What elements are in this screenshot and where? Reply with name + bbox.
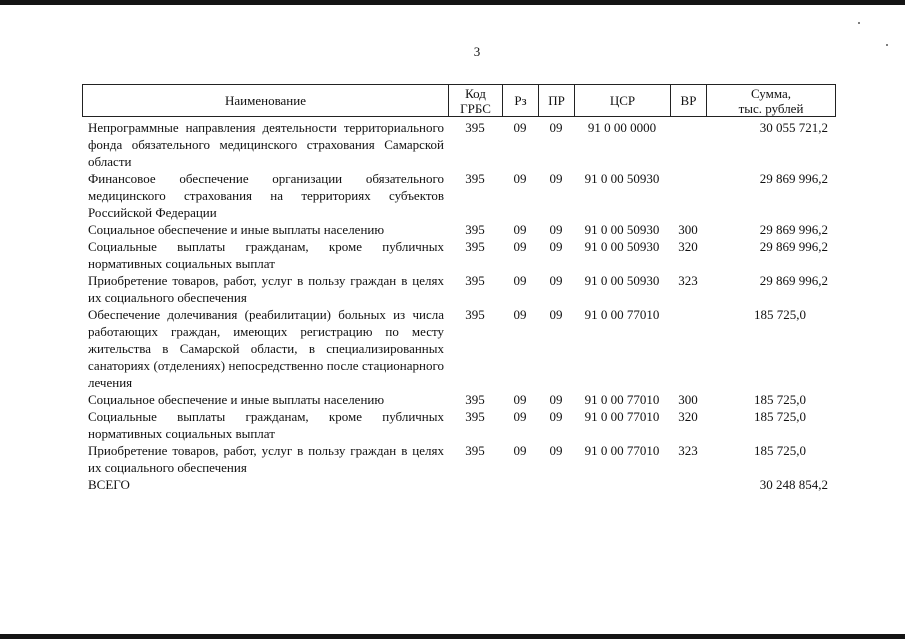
row-csr: 91 0 00 77010	[584, 409, 660, 424]
row-code: 395	[465, 443, 485, 458]
row-pr: 09	[549, 239, 563, 254]
header-sum-line1: Сумма,	[750, 85, 792, 101]
table-row	[82, 170, 836, 221]
table-body	[82, 117, 836, 493]
row-csr: 91 0 00 50930	[584, 171, 660, 186]
row-pr: 09	[549, 443, 563, 458]
row-vr: 323	[678, 273, 698, 288]
header-vr: ВР	[671, 85, 707, 116]
header-code	[449, 85, 503, 116]
table-row	[82, 306, 836, 391]
row-code: 395	[465, 392, 485, 407]
page-number: 3	[473, 44, 481, 59]
row-pr: 09	[549, 120, 563, 135]
row-vr	[670, 170, 706, 221]
table-row	[82, 238, 836, 272]
header-code-line2: ГРБС	[460, 100, 491, 116]
scan-top-border	[0, 0, 905, 5]
row-name: Социальные выплаты гражданам, кроме публичных нормативных социальных выплат	[88, 409, 444, 441]
row-sum: 29 869 996,2	[759, 239, 828, 254]
table-header	[82, 84, 836, 117]
row-sum: 185 725,0	[754, 443, 806, 458]
row-vr	[670, 119, 706, 170]
row-code: 395	[465, 222, 485, 237]
row-vr: 320	[678, 239, 698, 254]
header-csr: ЦСР	[575, 85, 671, 116]
row-rz: 09	[513, 222, 527, 237]
row-csr: 91 0 00 77010	[584, 392, 660, 407]
row-sum: 30 055 721,2	[759, 120, 828, 135]
row-name: Социальное обеспечение и иные выплаты населению	[88, 222, 385, 237]
row-code	[448, 476, 502, 493]
row-vr: 320	[678, 409, 698, 424]
row-csr: 91 0 00 50930	[584, 273, 660, 288]
row-name: Социальное обеспечение и иные выплаты населению	[88, 392, 385, 407]
row-vr: 300	[678, 222, 698, 237]
row-pr	[538, 476, 574, 493]
row-sum: 29 869 996,2	[759, 222, 828, 237]
header-sum	[707, 85, 835, 116]
row-sum: 185 725,0	[754, 307, 806, 322]
row-sum: 29 869 996,2	[759, 171, 828, 186]
row-name: Непрограммные направления деятельности территориального фонда обязательного медицинского страхования Самарской области	[88, 120, 444, 169]
row-csr: 91 0 00 0000	[587, 120, 657, 135]
row-rz	[502, 476, 538, 493]
row-name: Приобретение товаров, работ, услуг в пользу граждан в целях их социального обеспечения	[88, 443, 444, 475]
header-code-line1: Код	[465, 85, 486, 101]
table-row	[82, 408, 836, 442]
row-name: Финансовое обеспечение организации обязательного медицинского страхования на территориях субъектов Российской Федерации	[88, 171, 444, 220]
row-pr: 09	[549, 409, 563, 424]
row-code: 395	[465, 171, 485, 186]
row-code: 395	[465, 307, 485, 322]
row-pr: 09	[549, 273, 563, 288]
header-pr: ПР	[539, 85, 575, 116]
row-code: 395	[465, 120, 485, 135]
row-csr: 91 0 00 77010	[584, 307, 660, 322]
row-rz: 09	[513, 392, 527, 407]
row-csr: 91 0 00 50930	[584, 222, 660, 237]
row-rz: 09	[513, 273, 527, 288]
header-name: Наименование	[83, 85, 449, 116]
row-pr: 09	[549, 307, 563, 322]
scan-speck	[886, 44, 888, 46]
row-vr: 300	[678, 392, 698, 407]
total-row	[82, 476, 836, 493]
scan-speck	[858, 22, 860, 24]
total-label: ВСЕГО	[88, 477, 130, 492]
row-rz: 09	[513, 409, 527, 424]
row-sum: 185 725,0	[754, 409, 806, 424]
row-rz: 09	[513, 443, 527, 458]
row-csr: 91 0 00 50930	[584, 239, 660, 254]
table-row	[82, 272, 836, 306]
table-row	[82, 442, 836, 476]
row-code: 395	[465, 273, 485, 288]
header-sum-line2: тыс. рублей	[738, 100, 804, 116]
row-pr: 09	[549, 222, 563, 237]
table-row	[82, 391, 836, 408]
row-code: 395	[465, 409, 485, 424]
row-name: Приобретение товаров, работ, услуг в пользу граждан в целях их социального обеспечения	[88, 273, 444, 305]
row-name: Обеспечение долечивания (реабилитации) больных из числа работающих граждан, имеющих регистрацию по месту жительства в Самарской области, в специализированных санаториях (отделениях) непосредственно после стационарного лечения	[88, 307, 444, 390]
header-rz: Рз	[503, 85, 539, 116]
total-sum: 30 248 854,2	[759, 477, 828, 492]
row-vr	[670, 306, 706, 391]
row-rz: 09	[513, 239, 527, 254]
row-pr: 09	[549, 392, 563, 407]
row-vr: 323	[678, 443, 698, 458]
table-row	[82, 119, 836, 170]
scan-bottom-border	[0, 634, 905, 639]
row-csr	[574, 476, 670, 493]
row-code: 395	[465, 239, 485, 254]
row-name: Социальные выплаты гражданам, кроме публичных нормативных социальных выплат	[88, 239, 444, 271]
table-row	[82, 221, 836, 238]
row-sum: 185 725,0	[754, 392, 806, 407]
budget-table	[82, 84, 836, 493]
row-pr: 09	[549, 171, 563, 186]
row-rz: 09	[513, 171, 527, 186]
row-rz: 09	[513, 120, 527, 135]
row-vr	[670, 476, 706, 493]
row-csr: 91 0 00 77010	[584, 443, 660, 458]
row-rz: 09	[513, 307, 527, 322]
row-sum: 29 869 996,2	[759, 273, 828, 288]
